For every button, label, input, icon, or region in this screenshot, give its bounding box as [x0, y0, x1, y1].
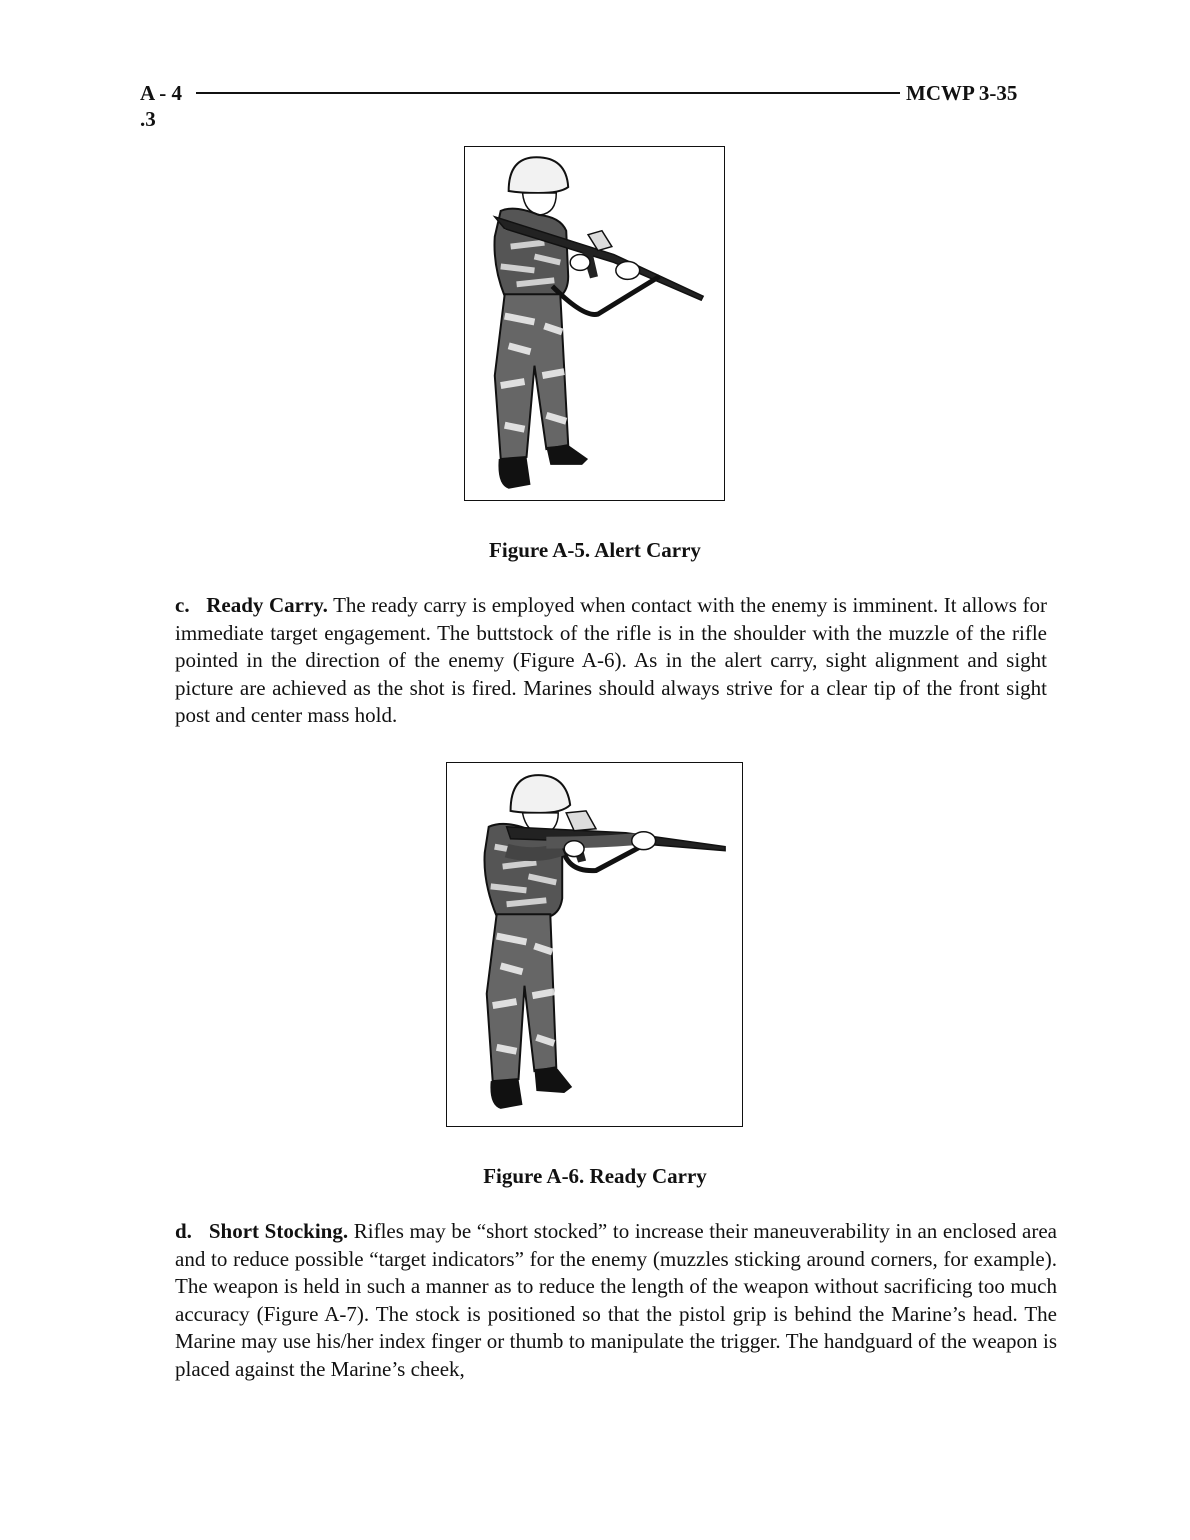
soldier-alert-carry-illustration [465, 147, 724, 500]
page-number-line2: .3 [140, 107, 156, 131]
paragraph-ready-carry [175, 592, 1047, 730]
figure-caption-a6: Figure A-6. Ready Carry [483, 1164, 707, 1188]
paragraph-label: d. [175, 1219, 192, 1243]
paragraph-heading: Short Stocking. [208, 1219, 349, 1243]
paragraph-body: Rifles may be “short stocked” to increase their maneuverability in an enclosed area and to reduce possible “target indicators” for the enemy (muzzles sticking around corners, for example). The weapon is held in such a manner as to reduce the length of the weapon without sacrificing too much accuracy (Figure A-7). The stock is positioned so that the pistol grip is behind the Marine’s head. The Marine may use his/her index finger or thumb to manipulate the trigger. The handguard of the weapon is placed against the Marine’s cheek, [175, 1219, 1057, 1381]
paragraph-heading: Ready Carry. [206, 593, 328, 617]
header-rule [196, 92, 900, 94]
publication-id: MCWP 3-35 [906, 81, 1018, 105]
page-number [140, 80, 182, 132]
page-number-line1: A - 4 [140, 81, 182, 105]
figure-ready-carry [446, 762, 743, 1127]
figure-alert-carry [464, 146, 725, 501]
paragraph-label: c. [175, 593, 190, 617]
figure-caption-a5: Figure A-5. Alert Carry [489, 538, 701, 562]
paragraph-body: The ready carry is employed when contact with the enemy is imminent. It allows for immediate target engagement. The buttstock of the rifle is in the shoulder with the muzzle of the rifle pointed in the direction of the enemy (Figure A-6). As in the alert carry, sight alignment and sight picture are achieved as the shot is fired. Marines should always strive for a clear tip of the front sight post and center mass hold. [175, 593, 1048, 727]
paragraph-short-stocking [175, 1218, 1057, 1383]
soldier-ready-carry-illustration [447, 763, 742, 1126]
